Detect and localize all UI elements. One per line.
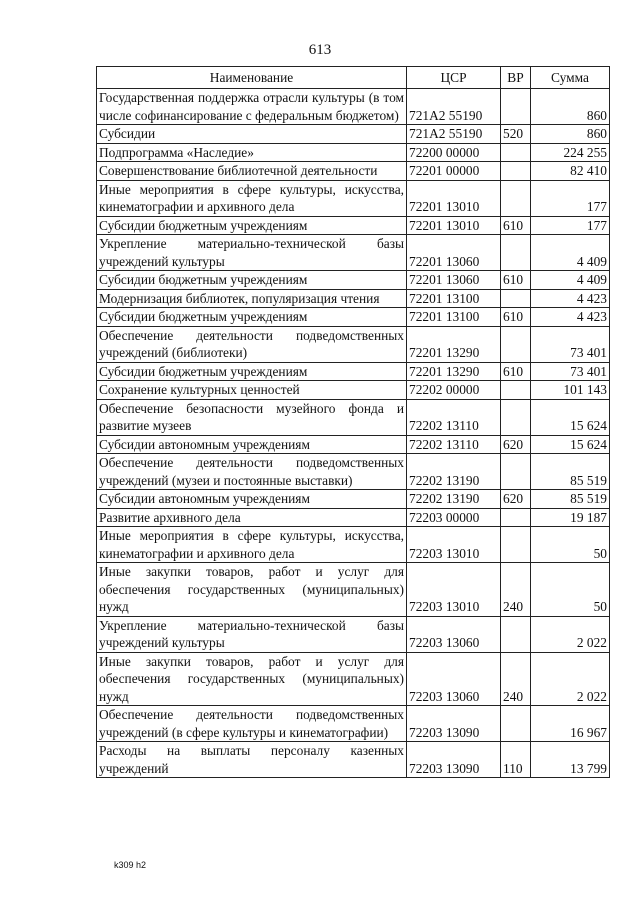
table-header-row [97,67,610,89]
row-name-cell: Модернизация библиотек, популяризация чтения [97,289,407,308]
row-sum-cell: 82 410 [531,162,610,181]
row-name-cell: Обеспечение деятельности подведомственных учреждений (в сфере культуры и кинематографии) [97,706,407,742]
header-sum: Сумма [531,67,610,89]
row-csr-cell: 72202 13190 [407,490,501,509]
row-name-cell: Укрепление материально-технической базы учреждений культуры [97,616,407,652]
row-csr-cell: 72202 13190 [407,454,501,490]
row-name-cell: Укрепление материально-технической базы учреждений культуры [97,235,407,271]
row-vr-cell: 610 [501,308,531,327]
table-row [97,89,610,125]
row-csr-cell: 72202 00000 [407,381,501,400]
row-vr-cell: 620 [501,490,531,509]
row-vr-cell [501,381,531,400]
row-csr-cell: 72201 13010 [407,216,501,235]
row-csr-cell: 721A2 55190 [407,89,501,125]
row-vr-cell [501,180,531,216]
table-row [97,454,610,490]
row-sum-cell: 15 624 [531,399,610,435]
row-csr-cell: 72201 13290 [407,326,501,362]
row-csr-cell: 72201 13010 [407,180,501,216]
row-name-cell: Подпрограмма «Наследие» [97,143,407,162]
row-sum-cell: 73 401 [531,326,610,362]
table-row [97,326,610,362]
row-sum-cell: 50 [531,527,610,563]
row-vr-cell [501,162,531,181]
row-csr-cell: 72202 13110 [407,435,501,454]
row-vr-cell [501,454,531,490]
row-csr-cell: 721A2 55190 [407,125,501,144]
row-sum-cell: 2 022 [531,616,610,652]
row-csr-cell: 72203 13090 [407,742,501,778]
row-vr-cell: 240 [501,652,531,706]
table-row [97,308,610,327]
row-sum-cell: 4 423 [531,308,610,327]
table-row [97,362,610,381]
row-vr-cell [501,616,531,652]
row-name-cell: Субсидии бюджетным учреждениям [97,362,407,381]
row-vr-cell [501,235,531,271]
table-row [97,490,610,509]
row-vr-cell [501,527,531,563]
row-sum-cell: 2 022 [531,652,610,706]
row-name-cell: Субсидии автономным учреждениям [97,435,407,454]
row-name-cell: Сохранение культурных ценностей [97,381,407,400]
row-csr-cell: 72203 00000 [407,508,501,527]
table-row [97,180,610,216]
row-name-cell: Обеспечение деятельности подведомственных учреждений (музеи и постоянные выставки) [97,454,407,490]
table-row [97,616,610,652]
row-csr-cell: 72201 13100 [407,308,501,327]
page-number: 613 [308,42,332,58]
table-row [97,435,610,454]
row-sum-cell: 860 [531,89,610,125]
row-vr-cell: 520 [501,125,531,144]
row-csr-cell: 72203 13060 [407,616,501,652]
footer-code: k309 h2 [114,860,147,870]
row-sum-cell: 85 519 [531,490,610,509]
table-row [97,508,610,527]
row-vr-cell [501,289,531,308]
row-csr-cell: 72200 00000 [407,143,501,162]
header-vr: ВР [501,67,531,89]
row-vr-cell [501,508,531,527]
row-name-cell: Иные мероприятия в сфере культуры, искусства, кинематографии и архивного дела [97,180,407,216]
table-row [97,289,610,308]
table-row [97,235,610,271]
row-name-cell: Обеспечение деятельности подведомственных учреждений (библиотеки) [97,326,407,362]
row-sum-cell: 19 187 [531,508,610,527]
row-vr-cell [501,89,531,125]
header-csr: ЦСР [407,67,501,89]
row-sum-cell: 101 143 [531,381,610,400]
row-sum-cell: 73 401 [531,362,610,381]
row-sum-cell: 4 409 [531,235,610,271]
row-sum-cell: 177 [531,180,610,216]
row-name-cell: Развитие архивного дела [97,508,407,527]
row-sum-cell: 85 519 [531,454,610,490]
table-row [97,563,610,617]
row-vr-cell: 110 [501,742,531,778]
row-sum-cell: 13 799 [531,742,610,778]
row-name-cell: Иные мероприятия в сфере культуры, искусства, кинематографии и архивного дела [97,527,407,563]
row-vr-cell: 610 [501,271,531,290]
row-vr-cell [501,706,531,742]
budget-table [96,66,610,778]
row-vr-cell: 610 [501,362,531,381]
row-sum-cell: 4 423 [531,289,610,308]
row-csr-cell: 72201 13100 [407,289,501,308]
table-row [97,216,610,235]
row-name-cell: Расходы на выплаты персоналу казенных учреждений [97,742,407,778]
row-csr-cell: 72203 13060 [407,652,501,706]
row-name-cell: Государственная поддержка отрасли культуры (в том числе софинансирование с федеральным бюджетом) [97,89,407,125]
row-name-cell: Субсидии автономным учреждениям [97,490,407,509]
row-sum-cell: 860 [531,125,610,144]
row-name-cell: Иные закупки товаров, работ и услуг для обеспечения государственных (муниципальных) нужд [97,563,407,617]
row-csr-cell: 72203 13010 [407,563,501,617]
row-sum-cell: 15 624 [531,435,610,454]
row-sum-cell: 50 [531,563,610,617]
row-csr-cell: 72203 13090 [407,706,501,742]
table-row [97,271,610,290]
table-row [97,742,610,778]
table-row [97,162,610,181]
row-name-cell: Совершенствование библиотечной деятельности [97,162,407,181]
table-row [97,143,610,162]
table-row [97,652,610,706]
row-name-cell: Обеспечение безопасности музейного фонда и развитие музеев [97,399,407,435]
row-name-cell: Субсидии бюджетным учреждениям [97,216,407,235]
row-vr-cell [501,399,531,435]
row-csr-cell: 72201 13060 [407,271,501,290]
header-name: Наименование [97,67,407,89]
row-vr-cell: 610 [501,216,531,235]
row-csr-cell: 72201 00000 [407,162,501,181]
row-vr-cell [501,143,531,162]
table-row [97,399,610,435]
row-vr-cell: 240 [501,563,531,617]
table-row [97,706,610,742]
row-name-cell: Иные закупки товаров, работ и услуг для обеспечения государственных (муниципальных) нужд [97,652,407,706]
table-row [97,527,610,563]
row-csr-cell: 72203 13010 [407,527,501,563]
row-vr-cell [501,326,531,362]
table-row [97,381,610,400]
row-vr-cell: 620 [501,435,531,454]
row-name-cell: Субсидии [97,125,407,144]
row-sum-cell: 177 [531,216,610,235]
row-csr-cell: 72201 13060 [407,235,501,271]
row-name-cell: Субсидии бюджетным учреждениям [97,271,407,290]
row-name-cell: Субсидии бюджетным учреждениям [97,308,407,327]
row-sum-cell: 224 255 [531,143,610,162]
table-row [97,125,610,144]
row-csr-cell: 72202 13110 [407,399,501,435]
row-csr-cell: 72201 13290 [407,362,501,381]
row-sum-cell: 16 967 [531,706,610,742]
row-sum-cell: 4 409 [531,271,610,290]
